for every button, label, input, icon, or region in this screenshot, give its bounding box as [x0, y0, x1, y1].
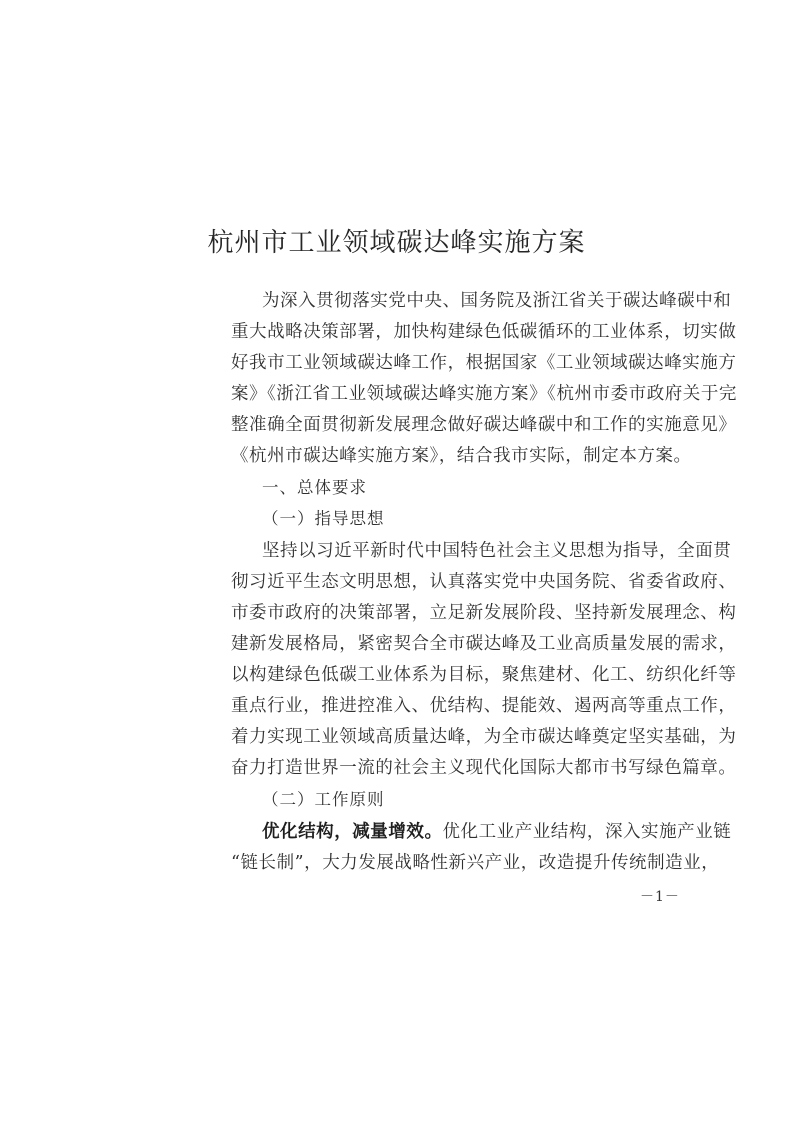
principle-text: 优化工业产业结构，深入实施产业链	[442, 822, 732, 842]
guiding-thought-line: 坚持以习近平新时代中国特色社会主义思想为指导，全面贯	[262, 541, 732, 561]
page-number: －1－	[640, 889, 680, 905]
principle-lead: 优化结构，减量增效。	[262, 822, 443, 842]
subsection-heading: （一）指导思想	[262, 509, 385, 528]
intro-line: 重大战略决策部署，加快构建绿色低碳循环的工业体系，切实做	[231, 322, 737, 342]
intro-line: 《杭州市碳达峰实施方案》，结合我市实际，制定本方案。	[231, 446, 692, 466]
intro-line: 整准确全面贯彻新发展理念做好碳达峰碳中和工作的实施意见》	[231, 415, 737, 435]
intro-line: 为深入贯彻落实党中央、国务院及浙江省关于碳达峰碳中和	[262, 291, 732, 311]
document-title: 杭州市工业领域碳达峰实施方案	[207, 228, 586, 258]
guiding-thought-line: 着力实现工业领域高质量达峰，为全市碳达峰奠定坚实基础，为	[231, 727, 737, 747]
guiding-thought-line: 建新发展格局，紧密契合全市碳达峰及工业高质量发展的需求，	[231, 634, 737, 654]
subsection-heading: （二）工作原则	[262, 790, 385, 809]
principle-line: “链长制”，大力发展战略性新兴产业，改造提升传统制造业，	[231, 853, 720, 873]
guiding-thought-line: 奋力打造世界一流的社会主义现代化国际大都市书写绿色篇章。	[231, 758, 737, 778]
guiding-thought-line: 市委市政府的决策部署，立足新发展阶段、坚持新发展理念、构	[231, 603, 737, 623]
intro-line: 好我市工业领域碳达峰工作，根据国家《工业领域碳达峰实施方	[231, 353, 737, 373]
section-heading: 一、总体要求	[262, 478, 367, 497]
guiding-thought-line: 彻习近平生态文明思想，认真落实党中央国务院、省委省政府、	[231, 572, 737, 592]
principle-line	[262, 817, 732, 847]
intro-line: 案》《浙江省工业领域碳达峰实施方案》《杭州市委市政府关于完	[231, 384, 737, 404]
guiding-thought-line: 重点行业，推进控准入、优结构、提能效、遏两高等重点工作，	[231, 696, 737, 716]
guiding-thought-line: 以构建绿色低碳工业体系为目标，聚焦建材、化工、纺织化纤等	[231, 665, 737, 685]
